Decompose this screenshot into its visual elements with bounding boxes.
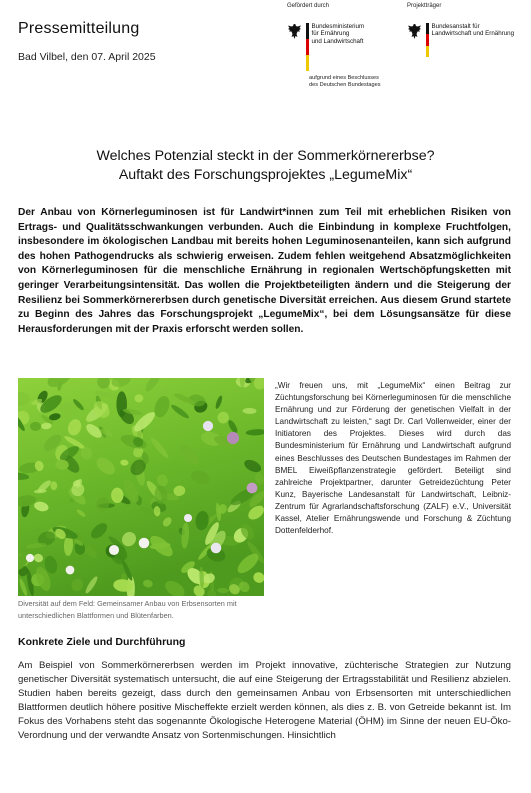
carrier-caption: Projektträger	[407, 3, 442, 9]
photo-caption: Diversität auf dem Feld: Gemeinsamer Anbau von Erbsensorten mit unterschiedlichen Blattformen und Blütenfarben.	[18, 599, 237, 620]
federal-eagle-icon	[407, 23, 422, 40]
sponsor-logo-block	[287, 3, 399, 89]
pea-flower	[66, 566, 75, 575]
bmel-logo	[287, 23, 399, 71]
title-line-2: Auftakt des Forschungsprojektes „LegumeMix“	[118, 167, 413, 183]
pea-flower	[227, 432, 239, 444]
document-type: Pressemitteilung	[18, 20, 140, 37]
pea-flower	[247, 483, 258, 494]
federal-eagle-icon	[287, 23, 302, 40]
article-title	[0, 147, 531, 185]
federal-flag-stripe	[306, 23, 309, 71]
pea-flower	[109, 545, 119, 555]
pea-flower	[26, 554, 34, 562]
date-line: Bad Vilbel, den 07. April 2025	[18, 51, 156, 63]
sponsor-caption: Gefördert durch	[287, 3, 330, 9]
pea-field-illustration	[18, 378, 264, 596]
project-carrier-logo-block	[407, 3, 527, 57]
pea-flower	[184, 514, 192, 522]
agency-name: Bundesanstalt für Landwirtschaft und Ernährung	[431, 23, 515, 38]
section-body: Am Beispiel von Sommerkörnererbsen werden im Projekt innovative, züchterische Strategien zur Nutzung genetischer Diversität systematisch untersucht, die auf eine Steigerung der Ertragsstabilität und Resilienz abzielen. Studien haben bereits gezeigt, dass durch den gemeinsamen Anbau von Erbsensorten mit unterschiedlichen Blattformen deutlich höhere positive Mischeffekte erzielt werden können, als dies z. B. von Getreide bekannt ist. Im Fokus des Vorhabens steht das sogenannte Ökologische Heterogene Material (ÖHM) im Sinne der neuen EU-Öko-Verordnung und der verwandte Ansatz von Sortenmischungen. Hinsichtlich	[18, 660, 511, 742]
pea-field-photo	[18, 378, 264, 596]
pea-flower	[211, 543, 222, 554]
lead-paragraph: Der Anbau von Körnerleguminosen ist für Landwirt*innen zum Teil mit erheblichen Risiken von Ertrags- und Qualitätsschwankungen verbunden. Auch die Einbindung in komplexe Fruchtfolgen, insbesondere im ökologischen Landbau mit bereits hohen Leguminosenanteilen, kann sich aufgrund des hohen Pathogendrucks als schwierig erweisen. Zudem fehlen weitgehend Absatzmöglichkeiten von Körnerleguminosen für die menschliche Ernährung in regionalen Wertschöpfungsketten mit geringer Verarbeitungsintensität. Das wollen die Projektbeteiligten ändern und die Steigerung der Resilienz bei Sommerkörnererbsen durch genetische Diversität erreichen. Aus diesem Grund startete zu Beginn des Jahres das Forschungsprojekt „LegumeMix“, bei dem Lösungsansätze für diese Herausforderungen mit der Praxis erforscht werden sollen.	[18, 207, 511, 335]
ble-logo	[407, 23, 527, 57]
quote-paragraph: „Wir freuen uns, mit „LegumeMix“ einen Beitrag zur Züchtungsforschung bei Körnerleguminosen für die menschliche Ernährung und zur Förderung der genetischen Vielfalt in der Landwirtschaft zu leisten,“ sagt Dr. Carl Vollenweider, einer der Initiatoren des Projektes. Dieses wird durch das Bundesministerium für Ernährung und Landwirtschaft aufgrund eines Beschlusses des Deutschen Bundestages im Rahmen der BMEL Eiweißpflanzenstrategie gefördert. Beteiligt sind zahlreiche Projektpartner, darunter Getreidezüchtung Peter Kunz, Bayerische Landesanstalt für Landwirtschaft, Leibniz-Zentrum für Agrarlandschaftsforschung (ZALF) e.V., Universität Kassel, Atelier Ernährungswende und Forschung & Züchtung Dottenfelderhof.	[275, 381, 511, 536]
pea-flower	[139, 538, 150, 549]
title-line-1: Welches Potenzial steckt in der Sommerkörnererbse?	[96, 148, 435, 164]
resolution-note: aufgrund eines Beschlusses des Deutschen Bundestages	[309, 75, 381, 88]
section-heading: Konkrete Ziele und Durchführung	[18, 636, 186, 648]
federal-flag-stripe	[426, 23, 429, 57]
leaf	[111, 488, 123, 503]
header-left	[18, 20, 156, 63]
ministry-name: Bundesministerium für Ernährung und Landwirtschaft	[311, 23, 365, 45]
pea-flower	[203, 421, 213, 431]
